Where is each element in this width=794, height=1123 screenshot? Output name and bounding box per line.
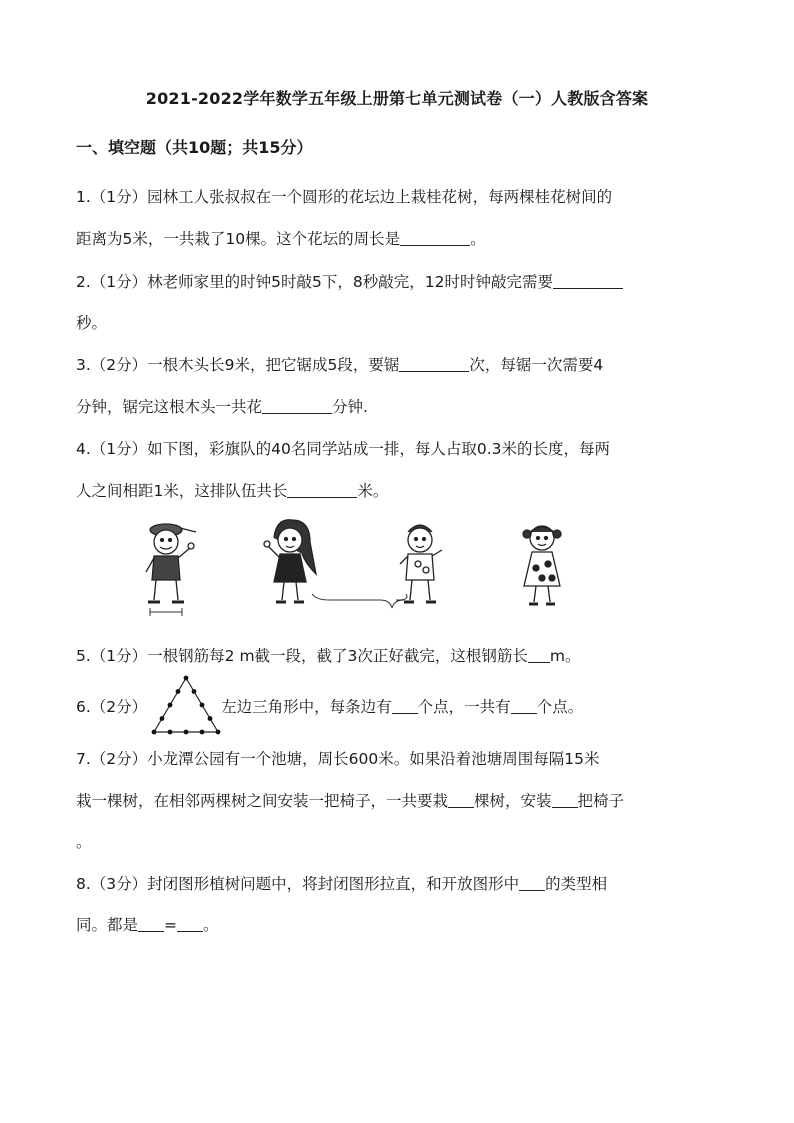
question-7-line-3: 。 (76, 833, 92, 851)
question-3-line-1 (76, 355, 603, 375)
question-4-line-2 (76, 481, 388, 501)
question-8-end: 。 (203, 916, 219, 934)
question-2-text: 2.（1分）林老师家里的时钟5时敲5下，8秒敲完，12时时钟敲完需要 (76, 273, 553, 291)
boy-illustration (400, 525, 442, 602)
question-8-text-cont: 的类型相 (545, 875, 608, 893)
question-3-end: 分钟. (332, 398, 368, 416)
answer-blank[interactable] (511, 697, 537, 714)
question-8-line-1 (76, 874, 607, 894)
dotted-triangle-figure (148, 672, 224, 738)
question-2-line-1 (76, 272, 623, 292)
question-5-line-1 (76, 646, 581, 666)
answer-blank[interactable] (399, 355, 469, 372)
question-2-line-2: 秒。 (76, 314, 108, 332)
question-1-line-1: 1.（1分）园林工人张叔叔在一个圆形的花坛边上栽桂花树，每两棵桂花树间的 (76, 188, 613, 206)
answer-blank[interactable] (553, 272, 623, 289)
question-1-end: 。 (470, 230, 486, 248)
question-8-line-2 (76, 915, 219, 935)
students-row-figure (80, 508, 640, 630)
question-1-line-2 (76, 229, 486, 249)
page-title: 2021-2022学年数学五年级上册第七单元测试卷（一）人教版含答案 (145, 89, 649, 108)
boy-cap-illustration (146, 524, 196, 602)
question-7-line-2 (76, 791, 624, 811)
answer-blank[interactable] (519, 874, 545, 891)
answer-blank[interactable] (448, 791, 474, 808)
equals-sign: = (164, 916, 178, 934)
question-6-text-cont: 个点，一共有 (417, 698, 511, 716)
question-4-line-1: 4.（1分）如下图，彩旗队的40名同学站成一排，每人占取0.3米的长度，每两 (76, 440, 611, 458)
answer-blank[interactable] (177, 915, 203, 932)
answer-blank[interactable] (262, 397, 332, 414)
question-7-text: 栽一棵树，在相邻两棵树之间安装一把椅子，一共要栽 (76, 792, 449, 810)
question-5-text: 5.（1分）一根钢筋每2 m截一段，截了3次正好截完，这根钢筋长 (76, 647, 528, 665)
question-3-line-2 (76, 397, 368, 417)
question-7-text-cont: 棵树，安装 (474, 792, 552, 810)
triangle-dots (152, 676, 221, 735)
answer-blank[interactable] (400, 229, 470, 246)
question-3-text: 3.（2分）一根木头长9米，把它锯成5段，要锯 (76, 356, 400, 374)
question-7-line-1: 7.（2分）小龙潭公园有一个池塘，周长600米。如果沿着池塘周围每隔15米 (76, 750, 600, 768)
answer-blank[interactable] (287, 481, 357, 498)
question-6-text: 左边三角形中，每条边有 (221, 698, 392, 716)
question-4-end: 米。 (357, 482, 389, 500)
question-7-text-end: 把椅子 (577, 792, 625, 810)
question-1-text: 距离为5米，一共栽了10棵。这个花坛的周长是 (76, 230, 401, 248)
answer-blank[interactable] (528, 646, 550, 663)
question-3-text-cont: 次，每锯一次需要4 (469, 356, 604, 374)
question-5-end: m。 (549, 647, 581, 665)
question-4-text: 人之间相距1米，这排队伍共长 (76, 482, 288, 500)
question-3-text-2: 分钟，锯完这根木头一共花 (76, 398, 263, 416)
girl-long-hair-illustration (264, 520, 316, 602)
question-8-text: 8.（3分）封闭图形植树问题中，将封闭图形拉直，和开放图形中 (76, 875, 520, 893)
answer-blank[interactable] (552, 791, 578, 808)
answer-blank[interactable] (138, 915, 164, 932)
answer-blank[interactable] (392, 697, 418, 714)
question-6-end: 个点。 (536, 698, 584, 716)
question-8-text-2: 同。都是 (76, 916, 139, 934)
gap-bracket (312, 594, 407, 608)
girl-pigtails-illustration (523, 526, 561, 604)
question-6-label: 6.（2分） (76, 698, 148, 716)
section-heading: 一、填空题（共10题；共15分） (76, 138, 313, 157)
